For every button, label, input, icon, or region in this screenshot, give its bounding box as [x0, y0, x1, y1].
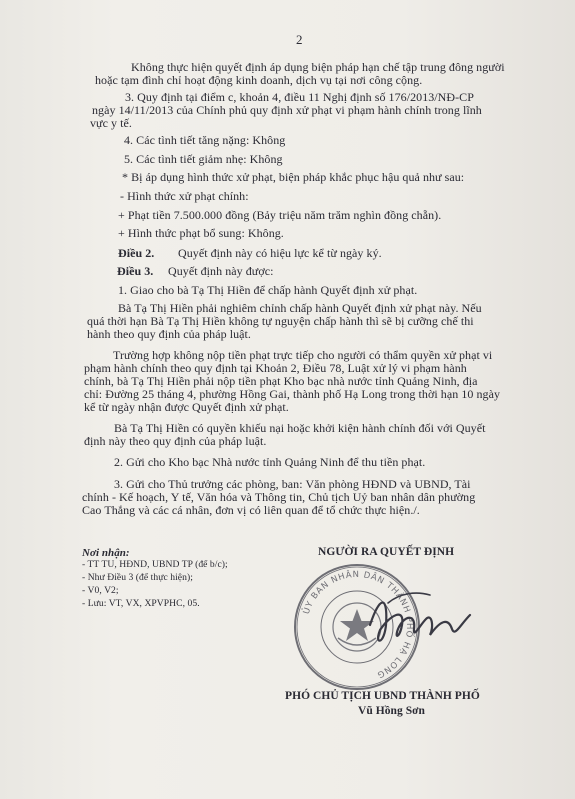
body-line: - Hình thức xử phạt chính:: [120, 189, 249, 203]
signer-heading: NGƯỜI RA QUYẾT ĐỊNH: [318, 546, 455, 558]
body-line: Cao Thắng và các cá nhân, đơn vị có liên quan để tổ chức thực hiện./.: [82, 503, 420, 517]
body-line: * Bị áp dụng hình thức xử phạt, biện pháp khắc phục hậu quả như sau:: [122, 170, 465, 184]
signer-title: PHÓ CHỦ TỊCH UBND THÀNH PHỐ: [285, 690, 480, 702]
recipient-item: - TT TU, HĐND, UBND TP (để b/c);: [82, 559, 228, 570]
body-line: 5. Các tình tiết giảm nhẹ: Không: [124, 152, 283, 166]
body-line: 3. Gửi cho Thủ trưởng các phòng, ban: Văn phòng HĐND và UBND, Tài: [114, 477, 471, 491]
body-line: Trường hợp không nộp tiền phạt trực tiếp cho người có thẩm quyền xử phạt vi: [113, 348, 493, 362]
body-line: Bà Tạ Thị Hiền phải nghiêm chỉnh chấp hành Quyết định xử phạt này. Nếu: [118, 301, 482, 315]
body-line: Không thực hiện quyết định áp dụng biện pháp hạn chế tập trung đông người: [131, 60, 505, 74]
body-line: ngày 14/11/2013 của Chính phủ quy định xử phạt vi phạm hành chính trong lĩnh: [92, 103, 482, 117]
body-line: định này theo quy định của pháp luật.: [84, 434, 267, 448]
article-label: Điều 2.: [118, 246, 155, 260]
body-line: chỉ: Đường 25 tháng 4, phường Hồng Gai, thành phố Hạ Long trong thời hạn 10 ngày: [84, 387, 500, 401]
recipient-item: - Như Điều 3 (để thực hiện);: [82, 572, 193, 583]
body-line: Bà Tạ Thị Hiền có quyền khiếu nại hoặc khởi kiện hành chính đối với Quyết: [114, 421, 486, 435]
body-line: 4. Các tình tiết tăng nặng: Không: [124, 133, 286, 147]
body-line: quá thời hạn Bà Tạ Thị Hiền không tự nguyện chấp hành thì sẽ bị cưỡng chế thi: [87, 314, 474, 328]
body-line: + Hình thức phạt bổ sung: Không.: [118, 226, 284, 240]
signer-name: Vũ Hồng Sơn: [358, 705, 426, 717]
body-line: Quyết định này được:: [168, 264, 274, 278]
page-number: 2: [296, 32, 303, 47]
body-line: Quyết định này có hiệu lực kể từ ngày ký.: [178, 246, 382, 260]
body-line: vực y tế.: [90, 116, 132, 130]
body-line: chính, bà Tạ Thị Hiền phải nộp tiền phạt Kho bạc nhà nước tỉnh Quảng Ninh, địa: [84, 374, 478, 388]
body-line: 3. Quy định tại điểm c, khoản 4, điều 11 Nghị định số 176/2013/NĐ-CP: [125, 90, 474, 104]
body-line: chính - Kế hoạch, Y tế, Văn hóa và Thông tin, Chủ tịch Uỷ ban nhân dân phường: [82, 490, 476, 504]
recipient-item: - V0, V2;: [82, 585, 119, 596]
body-line: + Phạt tiền 7.500.000 đồng (Bảy triệu năm trăm nghìn đồng chẵn).: [118, 208, 442, 222]
seal-text: ỦY BAN NHÂN DÂN THÀNH PHỐ HẠ LONG: [301, 569, 415, 680]
body-line: hoặc tạm đình chỉ hoạt động kinh doanh, dịch vụ tại nơi công cộng.: [95, 73, 423, 87]
body-line: hành theo quy định của pháp luật.: [87, 327, 251, 341]
recipients-heading: Nơi nhận:: [82, 547, 130, 559]
body-line: 2. Gửi cho Kho bạc Nhà nước tỉnh Quảng Ninh để thu tiền phạt.: [114, 455, 426, 469]
body-line: kể từ ngày nhận được Quyết định xử phạt.: [84, 400, 289, 414]
body-line: phạm hành chính theo quy định tại Khoản 2, Điều 78, Luật xử lý vi phạm hành: [84, 361, 467, 375]
handwritten-signature: [360, 585, 480, 655]
body-line: 1. Giao cho bà Tạ Thị Hiền để chấp hành Quyết định xử phạt.: [118, 283, 418, 297]
article-label: Điều 3.: [117, 264, 154, 278]
recipient-item: - Lưu: VT, VX, XPVPHC, 05.: [82, 598, 200, 609]
